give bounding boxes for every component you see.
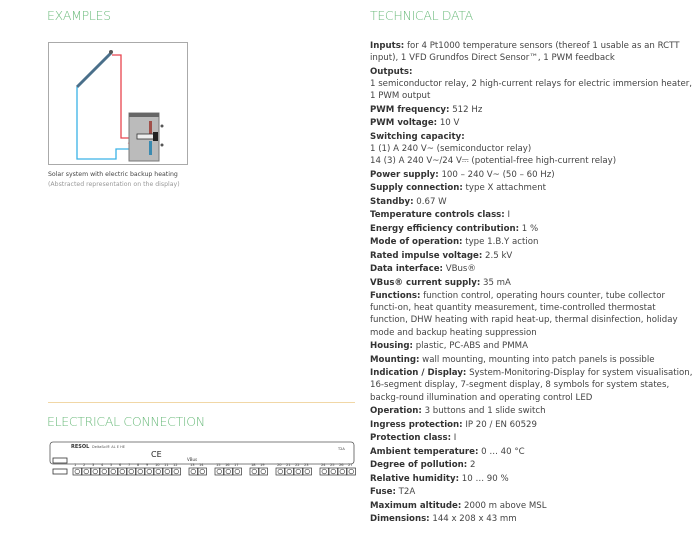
terminal-number: 25 (330, 463, 335, 467)
spec-value: 10 … 90 % (459, 473, 509, 484)
spec-value: 2 (467, 460, 476, 471)
spec-value: 2000 m above MSL (461, 500, 547, 511)
spec-value: for 4 Pt1000 temperature sensors (thereof 1 usable as an RCTT input), 1 VFD Grundfos Direct Sensor™, 1 PWM feedback (370, 41, 680, 64)
spec-item (370, 405, 695, 417)
spec-item (370, 486, 695, 498)
terminal-number: 24 (321, 463, 326, 467)
spec-label: VBus® current supply: (370, 277, 481, 288)
spec-label: Temperature controls class: (370, 210, 505, 221)
terminal-number: 9 (146, 463, 149, 467)
spec-label: Rated impulse voltage: (370, 250, 483, 261)
spec-label: Mode of operation: (370, 237, 463, 248)
spec-item (370, 250, 695, 262)
return-pipe (77, 87, 137, 159)
immersion-heater-icon (137, 134, 155, 139)
spec-label: Outputs: (370, 66, 413, 77)
spec-item (370, 419, 695, 431)
spec-item (370, 131, 695, 168)
spec-value: 1 semiconductor relay, 2 high-current relays for electric immersion heater, 1 PWM output (370, 78, 693, 102)
spec-item (370, 513, 695, 525)
spec-label: Ambient temperature: (370, 446, 479, 457)
spec-label: Operation: (370, 406, 422, 417)
spec-label: Dimensions: (370, 514, 430, 525)
spec-item (370, 223, 695, 235)
terminal-number: 3 (92, 463, 95, 467)
terminal-number: 13 (190, 463, 195, 467)
terminal-number: 1 (74, 463, 77, 467)
diagram-subcaption: (Abstracted representation on the display) (48, 181, 180, 188)
terminal-number: 15 (216, 463, 221, 467)
solar-collector-icon (77, 53, 111, 87)
terminal-number: 4 (101, 463, 104, 467)
spec-item (370, 473, 695, 485)
brand-logo: RESOL (71, 444, 90, 450)
spec-value: function control, operating hours counter, tube collector functi-on, heat quantity measurement, time-controlled thermostat function, DHW heating with rapid heat-up, thermal disinfection, holiday mode and backup heating suppression (370, 291, 678, 338)
spec-item (370, 196, 695, 208)
spec-item (370, 104, 695, 116)
terminal-number: 11 (164, 463, 169, 467)
terminal-number: 2 (83, 463, 86, 467)
fuse-label: T2A (338, 447, 345, 451)
terminal-number: 12 (173, 463, 178, 467)
spec-item (370, 236, 695, 248)
spec-item (370, 432, 695, 444)
spec-value: 1 % (519, 223, 539, 234)
spec-label: Energy efficiency contribution: (370, 223, 520, 234)
spec-value: 35 mA (480, 277, 511, 288)
system-diagram (48, 42, 188, 165)
terminal-number: 14 (199, 463, 204, 467)
spec-label: Standby: (370, 196, 414, 207)
spec-value: System-Monitoring-Display for system visualisation, 16-segment display, 7-segment display, 8 symbols for system states, backg-round illumination and operating control LED (370, 368, 693, 403)
spec-label: Ingress protection: (370, 419, 463, 430)
spec-value: 10 V (437, 118, 460, 129)
spec-label: Relative humidity: (370, 473, 460, 484)
vbus-label: VBus (187, 457, 198, 462)
spec-label: Protection class: (370, 433, 452, 444)
spec-item (370, 367, 695, 404)
spec-label: Power supply: (370, 169, 439, 180)
terminal-number: 22 (295, 463, 300, 467)
spec-item (370, 500, 695, 512)
spec-item (370, 40, 695, 64)
spec-label: Indication / Display: (370, 368, 467, 379)
spec-value: 2.5 kV (482, 250, 513, 261)
terminal-number: 21 (286, 463, 291, 467)
spec-label: Degree of pollution: (370, 460, 468, 471)
terminal-number: 23 (304, 463, 309, 467)
terminal-number: 8 (137, 463, 140, 467)
terminal-strip-diagram (47, 441, 357, 477)
terminal-number: 20 (277, 463, 282, 467)
spec-value: T2A (395, 487, 416, 498)
terminal-number: 26 (339, 463, 344, 467)
spec-value: 0 … 40 °C (478, 446, 525, 457)
spec-label: PWM frequency: (370, 104, 450, 115)
spec-item (370, 66, 695, 103)
spec-item (370, 459, 695, 471)
spec-value: 512 Hz (449, 104, 483, 115)
spec-item (370, 446, 695, 458)
spec-value: 100 – 240 V~ (50 – 60 Hz) (438, 169, 555, 180)
spec-item (370, 277, 695, 289)
spec-label: Fuse: (370, 487, 396, 498)
terminal-number: 27 (348, 463, 353, 467)
technical-data-list (370, 40, 695, 527)
spec-label: Switching capacity: (370, 131, 465, 142)
terminal-number: 18 (251, 463, 256, 467)
spec-label: Maximum altitude: (370, 500, 462, 511)
spec-label: Data interface: (370, 264, 443, 275)
spec-value: wall mounting, mounting into patch panels is possible (419, 354, 655, 365)
spec-item (370, 354, 695, 366)
spec-value: VBus® (442, 264, 476, 275)
electrical-connection-heading: ELECTRICAL CONNECTION (47, 414, 205, 429)
spec-item (370, 117, 695, 129)
spec-label: PWM voltage: (370, 118, 438, 129)
spec-value: I (451, 433, 457, 444)
spec-value: I (504, 210, 511, 221)
diagram-caption: Solar system with electric backup heating (48, 171, 178, 178)
spec-label: Housing: (370, 341, 413, 352)
model-label: DeltaSol® AL E HE (92, 445, 125, 449)
spec-item (370, 209, 695, 221)
spec-label: Inputs: (370, 41, 405, 51)
terminal-number: 19 (260, 463, 265, 467)
spec-value: 0.67 W (413, 196, 447, 207)
terminal-number: 16 (225, 463, 230, 467)
spec-value: type X attachment (462, 183, 547, 194)
terminal-number: 5 (110, 463, 113, 467)
terminal-number: 17 (234, 463, 239, 467)
section-divider (48, 402, 355, 403)
spec-item (370, 182, 695, 194)
spec-item (370, 169, 695, 181)
spec-item (370, 263, 695, 275)
spec-label: Functions: (370, 291, 421, 302)
examples-heading: EXAMPLES (47, 8, 111, 23)
spec-value: plastic, PC-ABS and PMMA (412, 341, 528, 352)
spec-value: 1 (1) A 240 V~ (semiconductor relay) 14 (3) A 240 V~/24 V⎓ (potential-free high-current relay) (370, 143, 617, 167)
spec-value: type 1.B.Y action (462, 237, 539, 248)
spec-item (370, 290, 695, 339)
terminal-number: 7 (128, 463, 131, 467)
ce-mark: CE (151, 450, 162, 459)
technical-data-heading: TECHNICAL DATA (370, 8, 473, 23)
terminal-number: 6 (119, 463, 122, 467)
spec-value: 3 buttons and 1 slide switch (421, 406, 546, 417)
spec-value: 144 x 208 x 43 mm (429, 514, 517, 525)
spec-item (370, 340, 695, 352)
terminal-number: 10 (155, 463, 160, 467)
spec-value: IP 20 / EN 60529 (462, 419, 537, 430)
spec-label: Mounting: (370, 354, 420, 365)
spec-label: Supply connection: (370, 183, 463, 194)
